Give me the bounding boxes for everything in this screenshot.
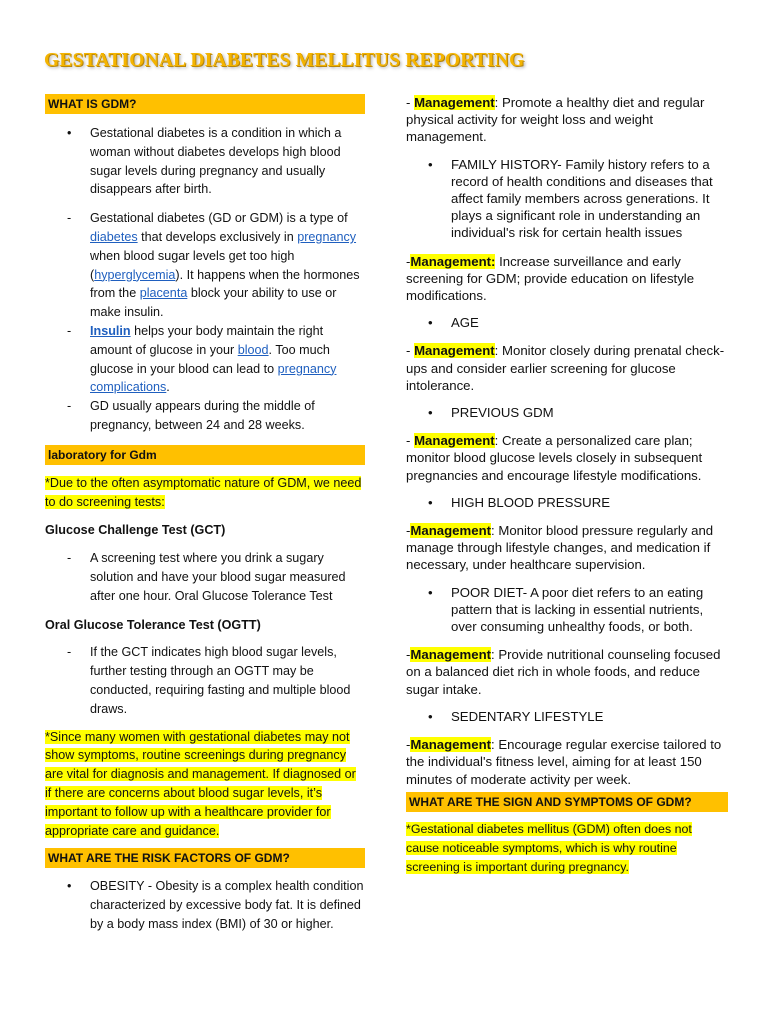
bullet-marker: • <box>428 405 433 421</box>
gdm-definition: Gestational diabetes is a condition in which a woman without diabetes develops high blood sugar levels during pregnancy and usually disappears after birth. <box>90 126 342 197</box>
list-item <box>406 584 728 636</box>
list-item <box>45 549 365 605</box>
list-item <box>45 209 365 322</box>
list-item <box>45 322 365 397</box>
bullet-marker: • <box>428 494 433 510</box>
management-sedentary-lifestyle: -Management: Encourage regular exercise tailored to the individual's fitness level, aiming for at least 150 minutes of moderate activity per week. <box>406 737 722 787</box>
management-poor-diet: -Management: Provide nutritional counseling focused on a balanced diet rich in whole foods, and reduce sugar intake. <box>406 647 721 697</box>
link-pregnancy[interactable]: pregnancy <box>297 229 357 244</box>
list-item <box>406 314 728 331</box>
section-header-what-is-gdm: WHAT IS GDM? <box>45 94 365 114</box>
ogtt-text: If the GCT indicates high blood sugar levels, further testing through an OGTT may be conducted, requiring fasting and multiple blood draws. <box>90 645 351 716</box>
link-placenta[interactable]: placenta <box>139 286 188 301</box>
previous-gdm-text: PREVIOUS GDM <box>451 405 554 421</box>
right-column <box>406 94 728 877</box>
management-high-blood-pressure: -Management: Monitor blood pressure regularly and manage through lifestyle changes, and medication if necessary, under healthcare supervision. <box>406 523 714 573</box>
section-header-laboratory: laboratory for Gdm <box>45 445 365 465</box>
gct-text: A screening test where you drink a sugary solution and have your blood sugar measured after one hour. Oral Glucose Tolerance Test <box>90 551 346 603</box>
link-diabetes[interactable]: diabetes <box>90 229 138 244</box>
list-item <box>406 708 728 725</box>
gd-timing-text: GD usually appears during the middle of pregnancy, between 24 and 28 weeks. <box>90 399 315 432</box>
gdm-type-text: Gestational diabetes (GD or GDM) is a type of diabetes that develops exclusively in pregnancy when blood sugar levels get too high (hyperglycemia). It happens when the hormones from the placenta block your ability to use or make insulin. <box>90 211 360 320</box>
dash-marker: - <box>67 645 72 660</box>
list-item <box>406 494 728 511</box>
sedentary-lifestyle-text: SEDENTARY LIFESTYLE <box>451 708 604 724</box>
management-obesity: - Management: Promote a healthy diet and regular physical activity for weight loss and weight management. <box>406 95 705 145</box>
insulin-text: Insulin helps your body maintain the right amount of glucose in your blood. Too much glucose in your blood can lead to pregnancy complications. <box>90 323 337 395</box>
symptoms-note: *Gestational diabetes mellitus (GDM) often does not cause noticeable symptoms, which is why routine screening is important during pregnancy. <box>406 821 692 874</box>
family-history-text: FAMILY HISTORY- Family history refers to a record of health conditions and diseases that affect family members across generations. It plays a significant role in understanding an individual's risk for certain health issues <box>451 156 713 241</box>
high-blood-pressure-text: HIGH BLOOD PRESSURE <box>451 494 611 510</box>
bullet-marker: • <box>428 584 433 600</box>
screening-importance-note: *Since many women with gestational diabetes may not show symptoms, routine screenings during pregnancy are vital for diagnosis and management. If diagnosed or if there are concerns about blood sugar levels, it’s important to follow up with a healthcare provider for appropriate care and guidance. <box>45 729 356 838</box>
link-insulin[interactable]: Insulin <box>90 323 131 338</box>
obesity-text: OBESITY - Obesity is a complex health condition characterized by excessive body fat. It is defined by a body mass index (BMI) of 30 or higher. <box>90 879 364 931</box>
section-header-risk-factors: WHAT ARE THE RISK FACTORS OF GDM? <box>45 848 365 868</box>
management-family-history: -Management: Increase surveillance and early screening for GDM; provide education on lifestyle modifications. <box>406 253 695 304</box>
list-item <box>45 643 365 718</box>
document-title: GESTATIONAL DIABETES MELLITUS REPORTING <box>44 50 525 71</box>
bullet-marker: • <box>428 708 433 724</box>
link-blood[interactable]: blood <box>237 342 269 357</box>
ogtt-title: Oral Glucose Tolerance Test (OGTT) <box>45 617 261 632</box>
dash-marker: - <box>67 323 72 338</box>
bullet-marker: • <box>67 126 72 140</box>
list-item <box>406 404 728 421</box>
dash-marker: - <box>67 399 72 414</box>
management-previous-gdm: - Management: Create a personalized care plan; monitor blood glucose levels closely in subsequent pregnancies and encourage lifestyle modifications. <box>406 433 703 483</box>
poor-diet-text: POOR DIET- A poor diet refers to an eating pattern that is lacking in essential nutrients, over consuming unhealthy foods, or both. <box>451 584 704 635</box>
left-column <box>45 94 365 934</box>
list-item <box>406 156 728 242</box>
section-header-signs-symptoms: WHAT ARE THE SIGN AND SYMPTOMS OF GDM? <box>406 792 728 812</box>
bullet-marker: • <box>428 156 433 172</box>
list-item <box>45 877 365 933</box>
link-pregnancy-complications[interactable]: pregnancy complications <box>90 361 337 395</box>
bullet-marker: • <box>67 879 72 894</box>
bullet-marker: • <box>428 315 433 331</box>
dash-marker: - <box>67 551 72 566</box>
age-text: AGE <box>451 315 479 331</box>
list-item <box>45 397 365 435</box>
list-item <box>45 124 365 199</box>
gct-title: Glucose Challenge Test (GCT) <box>45 523 226 538</box>
link-hyperglycemia[interactable]: hyperglycemia <box>94 267 176 282</box>
screening-note: *Due to the often asymptomatic nature of GDM, we need to do screening tests: <box>45 475 362 509</box>
management-age: - Management: Monitor closely during prenatal check-ups and consider earlier screening for glucose intolerance. <box>406 343 725 393</box>
dash-marker: - <box>67 211 72 226</box>
